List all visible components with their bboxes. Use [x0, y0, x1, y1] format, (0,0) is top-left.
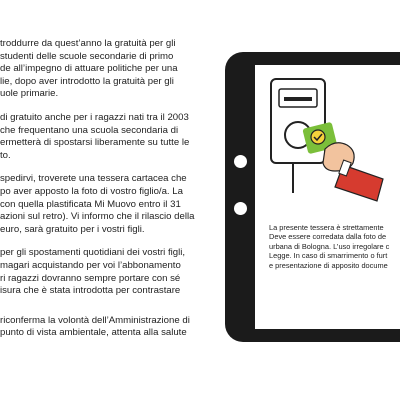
hand-icon [323, 143, 383, 201]
caption-line: urbana di Bologna. L’uso irregolare c [269, 241, 390, 251]
paragraph-2 [0, 112, 218, 162]
text-line: punto di vista ambientale, attenta alla salute [0, 327, 187, 339]
phone-screen [255, 65, 400, 329]
text-line: de all’impegno di attuare politiche per una [0, 63, 178, 75]
phone-illustration [225, 52, 400, 342]
text-line: che frequentano una scuola secondaria di [0, 124, 179, 136]
text-line: troddurre da quest’anno la gratuità per gli [0, 38, 176, 49]
text-line: lie, dopo aver introdotto la gratuità per gli [0, 75, 174, 87]
caption-line: La presente tessera è strettamente [269, 223, 384, 232]
text-line: riconferma la volontà dell’Amministrazione di [0, 314, 190, 326]
caption-line: Deve essere corredata dalla foto de [269, 232, 387, 242]
paragraph-3 [0, 173, 218, 236]
letter-text [0, 38, 218, 351]
text-line: isura che è stata introdotta per contrastare [0, 285, 181, 297]
text-line: azioni sul retro). Vi informo che il rilascio della [0, 211, 195, 223]
caption-line: e presentazione di apposito docume [269, 260, 388, 270]
text-line: di gratuito anche per i ragazzi nati tra il 2003 [0, 111, 189, 123]
camera-dot-icon [234, 155, 247, 168]
text-line: euro, sarà gratuito per i vostri figli. [0, 223, 145, 235]
card-caption [269, 223, 400, 270]
text-line: per gli spostamenti quotidiani dei vostri figli, [0, 247, 186, 259]
text-line: magari acquistando per voi l’abbonamento [0, 259, 181, 271]
caption-line: Legge. In caso di smarrimento o furt [269, 251, 388, 261]
paragraph-5 [0, 315, 218, 340]
ticket-validator-illustration [255, 65, 400, 225]
text-line: to. [0, 149, 11, 161]
text-line: spedirvi, troverete una tessera cartacea che [0, 173, 187, 185]
text-line: ri ragazzi dovranno sempre portare con sé [0, 272, 181, 284]
paragraph-4 [0, 247, 218, 297]
speaker-dot-icon [234, 202, 247, 215]
paragraph-1 [0, 38, 218, 101]
text-line: studenti delle scuole secondarie di primo [0, 50, 174, 62]
text-line: po aver apposto la foto di vostro figlio/a. La [0, 185, 183, 197]
text-line: ermetterà di spostarsi liberamente su tutte le [0, 137, 190, 149]
text-line: con quella plastificata Mi Muovo entro il 31 [0, 198, 181, 210]
text-line: uole primarie. [0, 88, 59, 100]
